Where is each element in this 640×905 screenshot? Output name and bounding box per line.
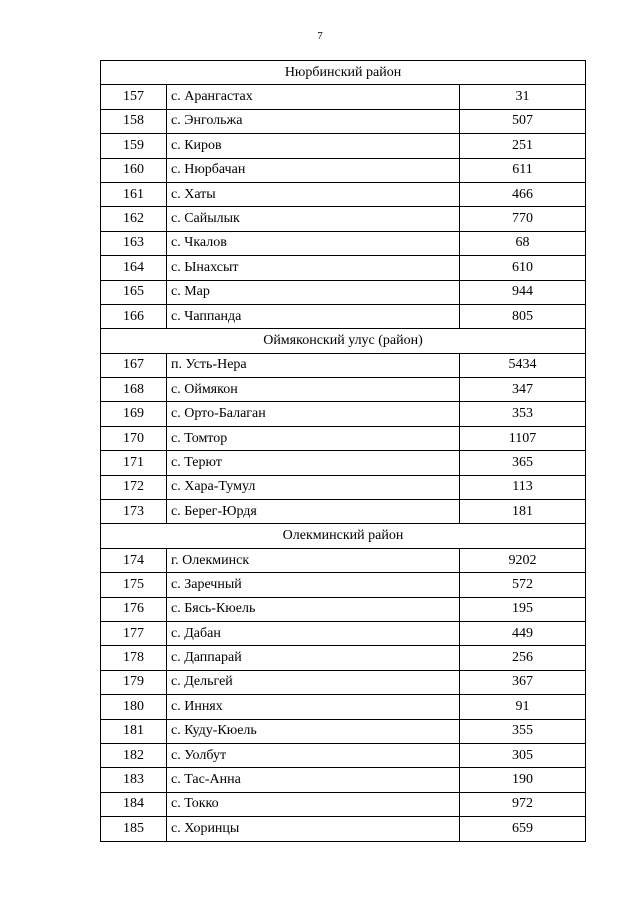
population-value: 659	[460, 817, 586, 841]
settlement-name: п. Усть-Нера	[167, 353, 460, 377]
row-number: 177	[101, 621, 167, 645]
table-row	[101, 426, 586, 450]
table-row	[101, 402, 586, 426]
table-row	[101, 548, 586, 572]
row-number: 174	[101, 548, 167, 572]
table-row	[101, 597, 586, 621]
population-value: 1107	[460, 426, 586, 450]
settlement-name: с. Хара-Тумул	[167, 475, 460, 499]
row-number: 167	[101, 353, 167, 377]
row-number: 164	[101, 256, 167, 280]
section-title: Нюрбинский район	[101, 61, 586, 85]
table-row	[101, 646, 586, 670]
table-row	[101, 475, 586, 499]
settlement-name: с. Куду-Кюель	[167, 719, 460, 743]
row-number: 160	[101, 158, 167, 182]
table-row	[101, 792, 586, 816]
population-value: 466	[460, 182, 586, 206]
population-value: 572	[460, 573, 586, 597]
table-row	[101, 451, 586, 475]
population-value: 68	[460, 231, 586, 255]
settlement-name: с. Даппарай	[167, 646, 460, 670]
settlement-name: с. Токко	[167, 792, 460, 816]
settlements-table-body	[101, 61, 586, 842]
population-value: 5434	[460, 353, 586, 377]
table-row	[101, 670, 586, 694]
row-number: 179	[101, 670, 167, 694]
settlement-name: г. Олекминск	[167, 548, 460, 572]
section-header-row	[101, 329, 586, 353]
row-number: 157	[101, 85, 167, 109]
population-value: 770	[460, 207, 586, 231]
settlement-name: с. Арангастах	[167, 85, 460, 109]
table-row	[101, 304, 586, 328]
row-number: 178	[101, 646, 167, 670]
table-row	[101, 256, 586, 280]
page-number: 7	[317, 30, 323, 42]
population-value: 805	[460, 304, 586, 328]
population-value: 190	[460, 768, 586, 792]
table-row	[101, 621, 586, 645]
population-value: 972	[460, 792, 586, 816]
population-value: 365	[460, 451, 586, 475]
settlement-name: с. Дабан	[167, 621, 460, 645]
settlement-name: с. Тас-Анна	[167, 768, 460, 792]
row-number: 181	[101, 719, 167, 743]
settlement-name: с. Терют	[167, 451, 460, 475]
settlement-name: с. Киров	[167, 134, 460, 158]
settlement-name: с. Томтор	[167, 426, 460, 450]
settlement-name: с. Дельгей	[167, 670, 460, 694]
section-title: Олекминский район	[101, 524, 586, 548]
settlement-name: с. Бясь-Кюель	[167, 597, 460, 621]
row-number: 169	[101, 402, 167, 426]
row-number: 159	[101, 134, 167, 158]
table-row	[101, 207, 586, 231]
population-value: 353	[460, 402, 586, 426]
table-row	[101, 280, 586, 304]
row-number: 171	[101, 451, 167, 475]
row-number: 172	[101, 475, 167, 499]
section-header-row	[101, 524, 586, 548]
table-row	[101, 743, 586, 767]
row-number: 184	[101, 792, 167, 816]
row-number: 161	[101, 182, 167, 206]
table-row	[101, 500, 586, 524]
table-row	[101, 768, 586, 792]
population-value: 355	[460, 719, 586, 743]
settlement-name: с. Берег-Юрдя	[167, 500, 460, 524]
settlements-table	[100, 60, 586, 842]
settlement-name: с. Хаты	[167, 182, 460, 206]
row-number: 183	[101, 768, 167, 792]
settlement-name: с. Мар	[167, 280, 460, 304]
settlement-name: с. Чкалов	[167, 231, 460, 255]
table-row	[101, 573, 586, 597]
settlement-name: с. Иннях	[167, 695, 460, 719]
row-number: 175	[101, 573, 167, 597]
population-value: 256	[460, 646, 586, 670]
table-row	[101, 158, 586, 182]
population-value: 181	[460, 500, 586, 524]
settlement-name: с. Чаппанда	[167, 304, 460, 328]
row-number: 163	[101, 231, 167, 255]
settlement-name: с. Энгольжа	[167, 109, 460, 133]
settlement-name: с. Орто-Балаган	[167, 402, 460, 426]
settlement-name: с. Уолбут	[167, 743, 460, 767]
row-number: 170	[101, 426, 167, 450]
population-value: 31	[460, 85, 586, 109]
population-value: 611	[460, 158, 586, 182]
population-value: 305	[460, 743, 586, 767]
table-row	[101, 109, 586, 133]
population-value: 610	[460, 256, 586, 280]
settlement-name: с. Сайылык	[167, 207, 460, 231]
table-row	[101, 182, 586, 206]
table-row	[101, 378, 586, 402]
row-number: 185	[101, 817, 167, 841]
settlement-name: с. Оймякон	[167, 378, 460, 402]
row-number: 158	[101, 109, 167, 133]
settlement-name: с. Заречный	[167, 573, 460, 597]
table-row	[101, 231, 586, 255]
row-number: 162	[101, 207, 167, 231]
section-title: Оймяконский улус (район)	[101, 329, 586, 353]
population-value: 449	[460, 621, 586, 645]
table-row	[101, 695, 586, 719]
table-row	[101, 134, 586, 158]
settlement-name: с. Ынахсыт	[167, 256, 460, 280]
population-value: 251	[460, 134, 586, 158]
population-value: 944	[460, 280, 586, 304]
row-number: 180	[101, 695, 167, 719]
population-value: 195	[460, 597, 586, 621]
population-value: 9202	[460, 548, 586, 572]
row-number: 165	[101, 280, 167, 304]
row-number: 182	[101, 743, 167, 767]
population-value: 113	[460, 475, 586, 499]
row-number: 168	[101, 378, 167, 402]
population-value: 91	[460, 695, 586, 719]
table-row	[101, 85, 586, 109]
row-number: 176	[101, 597, 167, 621]
table-row	[101, 817, 586, 841]
table-row	[101, 353, 586, 377]
settlement-name: с. Нюрбачан	[167, 158, 460, 182]
population-value: 507	[460, 109, 586, 133]
row-number: 173	[101, 500, 167, 524]
settlement-name: с. Хоринцы	[167, 817, 460, 841]
table-row	[101, 719, 586, 743]
section-header-row	[101, 61, 586, 85]
row-number: 166	[101, 304, 167, 328]
population-value: 347	[460, 378, 586, 402]
population-value: 367	[460, 670, 586, 694]
